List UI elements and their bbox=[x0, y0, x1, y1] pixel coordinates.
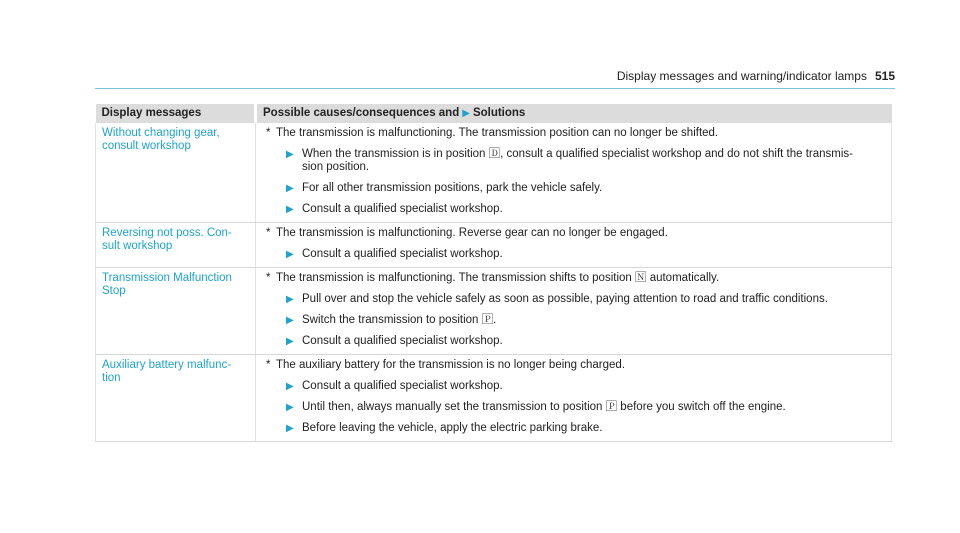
table-row bbox=[96, 123, 892, 223]
table-row bbox=[96, 355, 892, 442]
cause-text: The transmission is malfunctioning. Reverse gear can no longer be engaged. bbox=[276, 227, 668, 239]
header-divider bbox=[95, 88, 895, 89]
display-message-text: Transmission Malfunction Stop bbox=[102, 272, 232, 297]
column-header-solutions-label: Solutions bbox=[472, 107, 526, 119]
cause-item bbox=[266, 127, 885, 140]
cause-solution-cell bbox=[256, 123, 892, 223]
solution-arrow-icon: ▶ bbox=[286, 336, 294, 347]
bullet-star: * bbox=[266, 272, 271, 284]
solution-arrow-icon: ▶ bbox=[286, 294, 294, 305]
solution-text: Consult a qualified specialist workshop. bbox=[302, 380, 503, 392]
solution-item bbox=[286, 401, 885, 414]
cause-text: The auxiliary battery for the transmission is no longer being charged. bbox=[276, 359, 626, 371]
column-header-causes-label: Possible causes/consequences and bbox=[263, 107, 460, 119]
solution-item bbox=[286, 422, 885, 435]
bullet-star: * bbox=[266, 359, 271, 371]
solution-text: Consult a qualified specialist workshop. bbox=[302, 248, 503, 260]
solution-item bbox=[286, 335, 885, 348]
solution-text: Consult a qualified specialist workshop. bbox=[302, 203, 503, 215]
column-header-messages: Display messages bbox=[96, 104, 256, 123]
solution-text: Consult a qualified specialist workshop. bbox=[302, 335, 503, 347]
solution-arrow-icon: ▶ bbox=[286, 402, 294, 413]
solution-text: Until then, always manually set the transmission to position 🄿 before you switch off the engine. bbox=[302, 401, 786, 413]
header-title: Display messages and warning/indicator lamps bbox=[616, 69, 867, 83]
display-messages-table bbox=[95, 104, 892, 442]
bullet-star: * bbox=[266, 127, 271, 139]
page-number: 515 bbox=[874, 69, 895, 83]
cause-solution-cell bbox=[256, 223, 892, 268]
solution-arrow-icon: ▶ bbox=[462, 108, 470, 119]
solution-arrow-icon: ▶ bbox=[286, 183, 294, 194]
solution-arrow-icon: ▶ bbox=[286, 149, 294, 160]
display-message-text: Reversing not poss. Con- sult workshop bbox=[102, 227, 232, 252]
cause-item bbox=[266, 272, 885, 285]
solution-item bbox=[286, 314, 885, 327]
solution-item bbox=[286, 182, 885, 195]
table-header-row bbox=[96, 104, 892, 123]
solution-item bbox=[286, 380, 885, 393]
solution-item bbox=[286, 203, 885, 216]
solution-text: Pull over and stop the vehicle safely as soon as possible, paying attention to road and traffic conditions. bbox=[302, 293, 828, 305]
message-cell bbox=[96, 268, 256, 355]
solution-arrow-icon: ▶ bbox=[286, 315, 294, 326]
solution-text: For all other transmission positions, park the vehicle safely. bbox=[302, 182, 603, 194]
page-header bbox=[560, 69, 895, 83]
solution-arrow-icon: ▶ bbox=[286, 249, 294, 260]
cause-item bbox=[266, 227, 885, 240]
solution-text: Before leaving the vehicle, apply the electric parking brake. bbox=[302, 422, 603, 434]
solution-item bbox=[286, 248, 885, 261]
bullet-star: * bbox=[266, 227, 271, 239]
column-header-causes bbox=[256, 104, 892, 123]
display-message-text: Without changing gear, consult workshop bbox=[102, 127, 220, 152]
message-cell bbox=[96, 123, 256, 223]
solution-item bbox=[286, 293, 885, 306]
solution-text: Switch the transmission to position 🄿. bbox=[302, 314, 497, 326]
table-row bbox=[96, 223, 892, 268]
table-row bbox=[96, 268, 892, 355]
cause-text: The transmission is malfunctioning. The transmission shifts to position 🄽 automatically. bbox=[276, 272, 720, 284]
display-message-text: Auxiliary battery malfunc- tion bbox=[102, 359, 232, 384]
message-cell bbox=[96, 223, 256, 268]
cause-text: The transmission is malfunctioning. The transmission position can no longer be shifted. bbox=[276, 127, 719, 139]
cause-solution-cell bbox=[256, 268, 892, 355]
cause-solution-cell bbox=[256, 355, 892, 442]
cause-item bbox=[266, 359, 885, 372]
solution-item bbox=[286, 148, 885, 174]
solution-arrow-icon: ▶ bbox=[286, 381, 294, 392]
solution-arrow-icon: ▶ bbox=[286, 204, 294, 215]
solution-text: When the transmission is in position 🄳, consult a qualified specialist workshop and do not shift the transmis- sion position. bbox=[302, 148, 853, 173]
message-cell bbox=[96, 355, 256, 442]
solution-arrow-icon: ▶ bbox=[286, 423, 294, 434]
